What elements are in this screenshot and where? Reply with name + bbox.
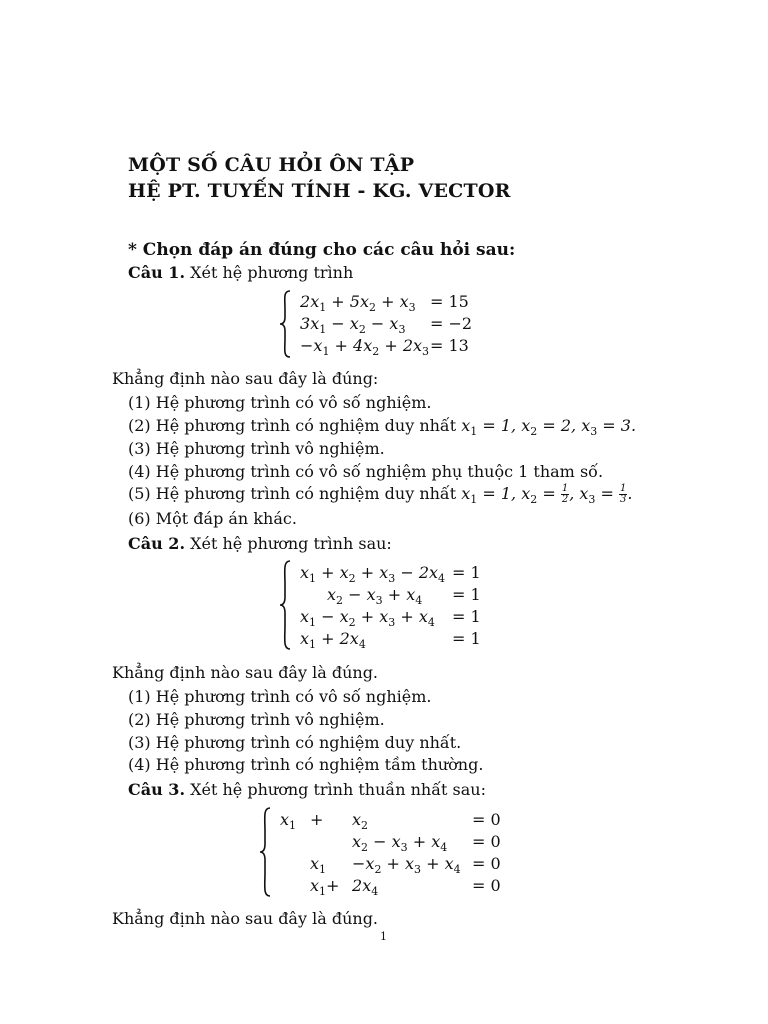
title-line-1: MỘT SỐ CÂU HỎI ÔN TẬP bbox=[128, 154, 415, 176]
system-brace bbox=[258, 806, 274, 898]
system-brace bbox=[278, 559, 294, 651]
equation-term: + bbox=[310, 810, 324, 829]
option-text: (5) Hệ phương trình có nghiệm duy nhất bbox=[128, 484, 462, 503]
option-math: $x_1 = 1$, $x_2$ = $\frac{1}{2}$ , $x_3$ = $\frac{1}{3}$ . bbox=[461, 483, 633, 507]
equation-row: $x_1 - x_2 + x_3 + x_4$ bbox=[300, 607, 435, 630]
question-2-option: (2) Hệ phương trình vô nghiệm. bbox=[128, 710, 385, 729]
equation-row: $2x_1 + 5x_2 + x_3$ bbox=[300, 292, 416, 315]
question-2-option: (3) Hệ phương trình có nghiệm duy nhất. bbox=[128, 733, 462, 752]
question-2-option: (1) Hệ phương trình có vô số nghiệm. bbox=[128, 687, 432, 706]
equation-term: $x_2 - x_3 + x_4$ bbox=[352, 832, 448, 855]
question-1-option: (4) Hệ phương trình có vô số nghiệm phụ thuộc 1 tham số. bbox=[128, 462, 604, 481]
question-2-label: Câu 2. bbox=[128, 534, 186, 553]
question-1-statement: Khẳng định nào sau đây là đúng: bbox=[112, 369, 379, 388]
equation-term: $-x_2 + x_3 + x_4$ bbox=[352, 854, 461, 877]
question-1-option: (6) Một đáp án khác. bbox=[128, 509, 297, 528]
equation-row: $x_2 - x_3 + x_4$ bbox=[327, 585, 423, 608]
question-3-heading bbox=[128, 780, 486, 799]
equation-rhs: = 15 bbox=[430, 292, 469, 311]
equation-rhs: = 13 bbox=[430, 336, 469, 355]
question-1-heading bbox=[128, 263, 353, 282]
equation-row: $3x_1 - x_2 - x_3$ bbox=[300, 314, 406, 337]
question-2-statement: Khẳng định nào sau đây là đúng. bbox=[112, 663, 379, 682]
option-text: (2) Hệ phương trình có nghiệm duy nhất bbox=[128, 416, 462, 435]
equation-term: $x_1$ bbox=[310, 854, 327, 877]
question-3-label: Câu 3. bbox=[128, 780, 186, 799]
equation-term: $x_1$ bbox=[280, 810, 297, 833]
equation-rhs: = 1 bbox=[452, 607, 481, 626]
question-1-option bbox=[128, 484, 632, 506]
equation-rhs: = 0 bbox=[472, 810, 501, 829]
question-1-option bbox=[128, 416, 636, 438]
equation-rhs: = 0 bbox=[472, 854, 501, 873]
question-3-prompt: Xét hệ phương trình thuần nhất sau: bbox=[190, 780, 486, 799]
instruction: * Chọn đáp án đúng cho các câu hỏi sau: bbox=[128, 240, 516, 260]
equation-term: $x_2$ bbox=[352, 810, 369, 833]
equation-rhs: = −2 bbox=[430, 314, 473, 333]
equation-rhs: = 1 bbox=[452, 629, 481, 648]
equation-rhs: = 0 bbox=[472, 876, 501, 895]
equation-row: $x_1 + x_2 + x_3 - 2x_4$ bbox=[300, 563, 446, 586]
option-math: $x_1 = 1$, $x_2 = 2$, $x_3 = 3$. bbox=[461, 416, 637, 439]
equation-row: $-x_1 + 4x_2 + 2x_3$ bbox=[300, 336, 430, 359]
title-line-2: HỆ PT. TUYẾN TÍNH - KG. VECTOR bbox=[128, 180, 511, 202]
equation-row: $x_1 + 2x_4$ bbox=[300, 629, 366, 652]
question-1-prompt: Xét hệ phương trình bbox=[190, 263, 354, 282]
equation-rhs: = 1 bbox=[452, 563, 481, 582]
system-brace bbox=[278, 289, 294, 359]
question-2-option: (4) Hệ phương trình có nghiệm tầm thường. bbox=[128, 755, 484, 774]
question-1-option: (1) Hệ phương trình có vô số nghiệm. bbox=[128, 393, 432, 412]
question-3-statement: Khẳng định nào sau đây là đúng. bbox=[112, 909, 379, 928]
question-2-prompt: Xét hệ phương trình sau: bbox=[190, 534, 392, 553]
question-1-option: (3) Hệ phương trình vô nghiệm. bbox=[128, 439, 385, 458]
question-2-heading bbox=[128, 534, 392, 553]
page-number: 1 bbox=[380, 930, 387, 943]
equation-rhs: = 0 bbox=[472, 832, 501, 851]
question-1-label: Câu 1. bbox=[128, 263, 186, 282]
equation-rhs: = 1 bbox=[452, 585, 481, 604]
equation-term: $2x_4$ bbox=[352, 876, 379, 899]
equation-term: $x_1+$ bbox=[310, 876, 340, 899]
